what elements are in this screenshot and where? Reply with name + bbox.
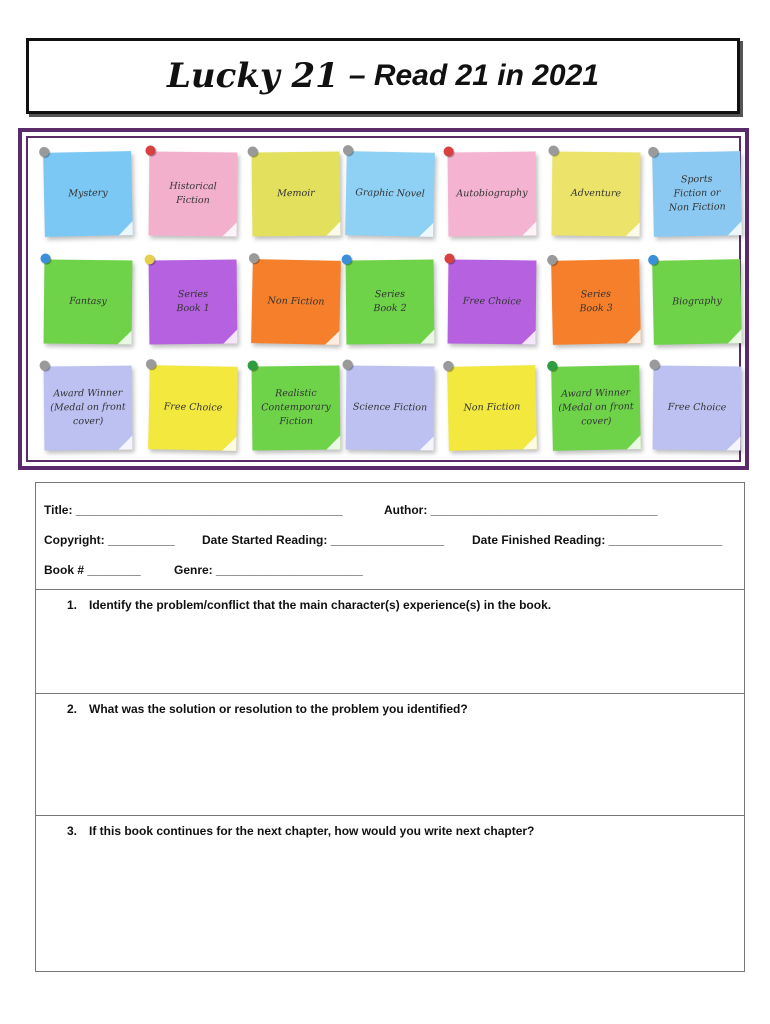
genre-note — [346, 260, 435, 345]
genre-note-label: Award Winner (Medal on front cover) — [558, 386, 634, 428]
pushpin-icon — [145, 145, 155, 155]
genre-board-inner — [26, 136, 741, 462]
genre-note-label: Science Fiction — [352, 401, 428, 414]
question-2-text: What was the solution or resolution to the problem you identified? — [89, 702, 468, 716]
genre-note-label: Free Choice — [163, 401, 223, 414]
genre-note — [652, 151, 742, 237]
question-2 — [67, 702, 468, 716]
book-number-field[interactable]: Book # ________ — [44, 563, 141, 577]
date-finished-field[interactable]: Date Finished Reading: _________________ — [472, 533, 723, 547]
pushpin-icon — [146, 359, 156, 369]
pushpin-icon — [443, 361, 453, 371]
pushpin-icon — [39, 147, 49, 157]
genre-note — [552, 152, 641, 237]
genre-note — [551, 259, 641, 345]
pushpin-icon — [444, 146, 454, 156]
question-1 — [67, 598, 551, 612]
pushpin-icon — [144, 254, 154, 264]
question-3-section[interactable] — [36, 815, 744, 972]
question-1-section[interactable] — [36, 589, 744, 694]
pushpin-icon — [249, 253, 259, 263]
genre-note-label: Fantasy — [69, 295, 107, 308]
title-script-text: Lucky 21 — [167, 56, 339, 96]
genre-note — [149, 152, 238, 237]
genre-note-label: Adventure — [570, 187, 622, 200]
question-1-text: Identify the problem/conflict that the main character(s) experience(s) in the book. — [89, 598, 552, 612]
pushpin-icon — [648, 255, 658, 265]
genre-note — [252, 366, 341, 451]
genre-note — [653, 366, 742, 451]
pushpin-icon — [444, 253, 454, 263]
genre-note — [252, 152, 341, 237]
genre-note-label: Series Book 1 — [176, 288, 210, 315]
reading-form — [35, 482, 745, 972]
question-1-number: 1. — [67, 598, 78, 612]
genre-note-label: Free Choice — [462, 295, 522, 308]
genre-note — [44, 366, 133, 451]
question-3 — [67, 824, 534, 838]
genre-field[interactable]: Genre: ______________________ — [174, 563, 363, 577]
question-3-text: If this book continues for the next chapter, how would you write next chapter? — [89, 824, 535, 838]
genre-note — [652, 259, 742, 345]
pushpin-icon — [342, 254, 352, 264]
genre-note-label: Free Choice — [667, 401, 727, 414]
genre-note-label: Non Fiction — [463, 401, 521, 414]
question-3-number: 3. — [67, 824, 78, 838]
genre-note-label: Biography — [672, 295, 722, 308]
genre-note-label: Autobiography — [456, 187, 528, 200]
genre-note — [251, 259, 341, 345]
genre-note — [43, 151, 133, 237]
question-2-number: 2. — [67, 702, 78, 716]
title-field[interactable]: Title: ________________________________________ — [44, 503, 343, 517]
genre-board — [18, 128, 749, 470]
genre-note-label: Historical Fiction — [169, 180, 217, 207]
title-rest-text: – Read 21 in 2021 — [348, 59, 599, 92]
genre-note-label: Memoir — [277, 187, 315, 200]
genre-note — [551, 365, 641, 451]
genre-note — [149, 260, 238, 345]
pushpin-icon — [548, 145, 558, 155]
question-2-section[interactable] — [36, 693, 744, 816]
genre-note-label: Mystery — [68, 187, 108, 200]
pushpin-icon — [247, 360, 257, 370]
genre-note-label: Series Book 2 — [373, 288, 407, 315]
pushpin-icon — [247, 146, 257, 156]
genre-note — [148, 365, 238, 451]
genre-note-label: Graphic Novel — [355, 187, 425, 200]
genre-note — [447, 365, 537, 451]
genre-note-label: Realistic Contemporary Fiction — [261, 387, 331, 428]
genre-note-label: Series Book 3 — [579, 288, 613, 315]
copyright-field[interactable]: Copyright: __________ — [44, 533, 175, 547]
genre-note — [448, 260, 537, 345]
genre-note-label: Award Winner (Medal on front cover) — [50, 387, 126, 428]
pushpin-icon — [547, 361, 557, 371]
author-field[interactable]: Author: __________________________________ — [384, 503, 658, 517]
genre-note — [448, 152, 537, 237]
genre-note-label: Sports Fiction or Non Fiction — [668, 173, 726, 214]
date-started-field[interactable]: Date Started Reading: _________________ — [202, 533, 445, 547]
pushpin-icon — [649, 360, 659, 370]
genre-note — [346, 366, 435, 451]
pushpin-icon — [39, 360, 49, 370]
genre-note — [44, 260, 133, 345]
pushpin-icon — [343, 145, 353, 155]
genre-note-label: Non Fiction — [267, 295, 325, 308]
genre-note — [345, 151, 435, 237]
pushpin-icon — [648, 147, 658, 157]
worksheet-title — [26, 38, 740, 114]
pushpin-icon — [342, 360, 352, 370]
pushpin-icon — [547, 255, 557, 265]
pushpin-icon — [40, 253, 50, 263]
